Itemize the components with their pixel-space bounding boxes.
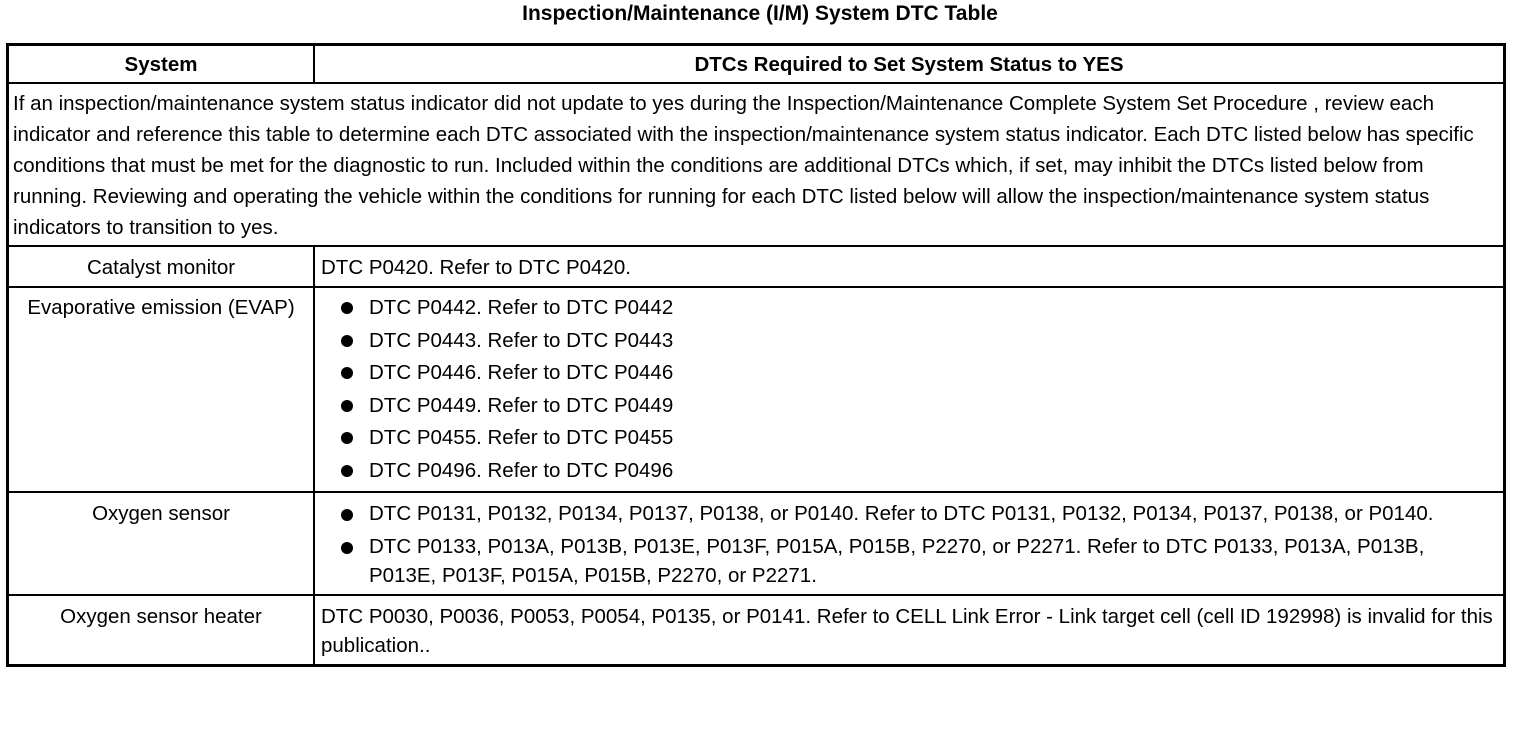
system-cell: Oxygen sensor	[8, 492, 315, 595]
list-item: DTC P0455. Refer to DTC P0455	[321, 422, 1497, 455]
list-item: DTC P0131, P0132, P0134, P0137, P0138, or P0140. Refer to DTC P0131, P0132, P0134, P0137, P0138, or P0140.	[321, 499, 1497, 528]
table-row	[8, 287, 1505, 492]
dtc-cell: DTC P0030, P0036, P0053, P0054, P0135, or P0141. Refer to CELL Link Error - Link target cell (cell ID 192998) is invalid for this publication..	[314, 595, 1505, 666]
table-title: Inspection/Maintenance (I/M) System DTC Table	[522, 2, 998, 25]
header-row	[8, 45, 1505, 84]
dtc-cell: DTC P0420. Refer to DTC P0420.	[314, 246, 1505, 287]
list-item: DTC P0442. Refer to DTC P0442	[321, 292, 1497, 325]
list-item: DTC P0133, P013A, P013B, P013E, P013F, P015A, P015B, P2270, or P2271. Refer to DTC P0133, P013A, P013B, P013E, P013F, P015A, P015B, P2270, or P2271.	[321, 532, 1497, 590]
table-row	[8, 492, 1505, 595]
list-item: DTC P0496. Refer to DTC P0496	[321, 455, 1497, 488]
system-cell: Evaporative emission (EVAP)	[8, 287, 315, 492]
header-dtcs: DTCs Required to Set System Status to YES	[314, 45, 1505, 84]
dtc-table	[6, 43, 1506, 667]
intro-text: If an inspection/maintenance system status indicator did not update to yes during the Inspection/Maintenance Complete System Set Procedure , review each indicator and reference this table to determine each DTC associated with the inspection/maintenance system status indicator. Each DTC listed below has specific conditions that must be met for the diagnostic to run. Included within the conditions are additional DTCs which, if set, may inhibit the DTCs listed below from running. Reviewing and operating the vehicle within the conditions for running for each DTC listed below will allow the inspection/maintenance system status indicators to transition to yes.	[8, 83, 1505, 246]
system-cell: Oxygen sensor heater	[8, 595, 315, 666]
list-item: DTC P0446. Refer to DTC P0446	[321, 357, 1497, 390]
dtc-cell	[314, 287, 1505, 492]
header-system: System	[8, 45, 315, 84]
table-row	[8, 246, 1505, 287]
intro-row	[8, 83, 1505, 246]
table-row	[8, 595, 1505, 666]
dtc-list	[321, 499, 1497, 590]
list-item: DTC P0443. Refer to DTC P0443	[321, 325, 1497, 358]
system-cell: Catalyst monitor	[8, 246, 315, 287]
list-item: DTC P0449. Refer to DTC P0449	[321, 390, 1497, 423]
dtc-cell	[314, 492, 1505, 595]
dtc-list	[321, 292, 1497, 487]
